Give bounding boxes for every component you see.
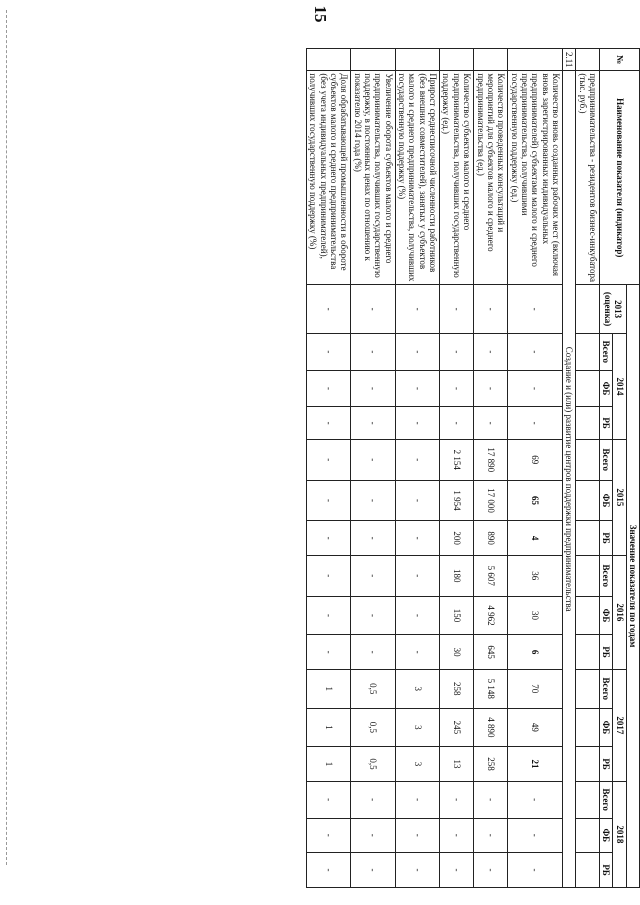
value-cell: - [307, 781, 351, 818]
value-cell: 5 607 [474, 555, 508, 596]
year-2016-header: 2016 [613, 555, 626, 669]
row-number-cell [395, 49, 439, 71]
value-cell: - [440, 853, 474, 888]
indicator-name-cell: Доля обрабатывающей промышленности в обороте субъектов малого и среднего предпринимательства (без учета индивидуальных предпринимателей), получивших государственную поддержку (%) [307, 71, 351, 285]
value-cell: 21 [508, 747, 563, 782]
fb-header: ФБ [599, 708, 612, 747]
value-cell: - [307, 370, 351, 407]
value-cell: 49 [508, 708, 563, 747]
row-number-cell [307, 49, 351, 71]
value-cell: - [351, 285, 395, 334]
row-number-cell [576, 49, 600, 71]
value-cell: - [307, 818, 351, 853]
table-row [395, 49, 439, 888]
indicators-table [306, 48, 640, 888]
value-cell: - [508, 853, 563, 888]
value-cell: - [508, 370, 563, 407]
value-cell: - [351, 521, 395, 556]
value-cell: - [351, 781, 395, 818]
table-row [474, 49, 508, 888]
rb-header: РБ [599, 521, 612, 556]
year-2013-note: (оценка) [602, 291, 613, 327]
indicator-name-cell: Увеличение оборота субъектов малого и среднего предпринимательства, получивших государственную поддержку, в постоянных ценах по отношению к показателю 2014 года (%) [351, 71, 395, 285]
value-cell: - [440, 781, 474, 818]
value-cell [576, 370, 600, 407]
year-2013-label: 2013 [613, 300, 624, 319]
value-cell: - [440, 370, 474, 407]
table-row [440, 49, 474, 888]
value-cell [576, 635, 600, 670]
value-cell: - [351, 407, 395, 440]
value-cell: 4 [508, 521, 563, 556]
value-cell: - [440, 285, 474, 334]
value-cell: - [508, 285, 563, 334]
row-number-cell [474, 49, 508, 71]
value-cell: - [307, 521, 351, 556]
value-cell: 3 [395, 669, 439, 708]
value-cell: 245 [440, 708, 474, 747]
value-cell: - [508, 407, 563, 440]
fb-header: ФБ [599, 370, 612, 407]
page-number: 15 [311, 5, 330, 23]
value-cell: 4 962 [474, 596, 508, 635]
value-cell: - [351, 818, 395, 853]
value-cell: 0,5 [351, 747, 395, 782]
value-cell: - [474, 853, 508, 888]
year-2017-header: 2017 [613, 669, 626, 781]
indicator-name-cell: Количество субъектов малого и среднего предпринимательства, получивших государственную поддержку (ед.) [440, 71, 474, 285]
value-cell: - [395, 818, 439, 853]
value-cell [576, 596, 600, 635]
value-cell: - [307, 480, 351, 521]
value-cell: - [395, 480, 439, 521]
row-number-cell [440, 49, 474, 71]
value-cell [576, 781, 600, 818]
value-cell: - [351, 635, 395, 670]
value-cell [576, 747, 600, 782]
value-cell: 0,5 [351, 708, 395, 747]
value-cell: - [395, 853, 439, 888]
table-row [351, 49, 395, 888]
value-cell: - [395, 781, 439, 818]
value-cell: - [440, 818, 474, 853]
value-cell: - [395, 285, 439, 334]
value-cell: 1 [307, 708, 351, 747]
value-cell: 3 [395, 708, 439, 747]
rb-header: РБ [599, 853, 612, 888]
value-cell: - [307, 285, 351, 334]
value-cell: - [395, 407, 439, 440]
value-cell: 36 [508, 555, 563, 596]
value-cell: 258 [440, 669, 474, 708]
value-cell: 65 [508, 480, 563, 521]
rb-header: РБ [599, 407, 612, 440]
value-cell: - [395, 596, 439, 635]
values-by-year-header: Значение показателя по годам [626, 285, 639, 888]
value-cell: - [474, 407, 508, 440]
value-cell: - [351, 596, 395, 635]
value-cell [576, 480, 600, 521]
value-cell: - [351, 334, 395, 371]
value-cell: - [307, 555, 351, 596]
value-cell: 890 [474, 521, 508, 556]
total-header: Всего [599, 781, 612, 818]
total-header: Всего [599, 555, 612, 596]
indicator-name-cell: Количество проведенных консультаций и мероприятий для субъектов малого и среднего предпринимательства (ед.) [474, 71, 508, 285]
value-cell [576, 555, 600, 596]
value-cell: - [351, 370, 395, 407]
value-cell: - [395, 635, 439, 670]
year-2015-header: 2015 [613, 439, 626, 555]
row-number-cell [351, 49, 395, 71]
value-cell: - [474, 334, 508, 371]
indicator-name-cell: Количество вновь созданных рабочих мест (включая вновь зарегистрированных индивидуальных предпринимателей) субъектами малого и среднего предпринимательства, получившими государственную поддержку (ед.) [508, 71, 563, 285]
value-cell: 0,5 [351, 669, 395, 708]
col-no-header: № [599, 49, 639, 71]
continuation-row [576, 49, 600, 888]
table-row [307, 49, 351, 888]
value-cell: - [474, 285, 508, 334]
value-cell: - [307, 407, 351, 440]
value-cell: 150 [440, 596, 474, 635]
rotated-table-container [88, 48, 640, 888]
value-cell: - [307, 439, 351, 480]
value-cell: - [307, 334, 351, 371]
value-cell: - [395, 439, 439, 480]
fb-header: ФБ [599, 596, 612, 635]
value-cell: - [508, 781, 563, 818]
value-cell: 1 [307, 669, 351, 708]
value-cell: 258 [474, 747, 508, 782]
value-cell [576, 818, 600, 853]
fb-header: ФБ [599, 480, 612, 521]
value-cell: - [307, 635, 351, 670]
value-cell: - [440, 334, 474, 371]
value-cell: - [351, 853, 395, 888]
value-cell: - [508, 334, 563, 371]
indicator-rows [307, 49, 563, 888]
scan-edge-line [6, 10, 7, 865]
value-cell: - [307, 596, 351, 635]
value-cell: 200 [440, 521, 474, 556]
value-cell: - [395, 334, 439, 371]
col-indicator-header: Наименование показателя (индикатор) [599, 71, 639, 285]
total-header: Всего [599, 669, 612, 708]
year-2013-header [599, 285, 626, 334]
value-cell: 70 [508, 669, 563, 708]
rb-header: РБ [599, 635, 612, 670]
value-cell: 5 148 [474, 669, 508, 708]
value-cell: - [474, 818, 508, 853]
value-cell: 30 [508, 596, 563, 635]
value-cell [576, 521, 600, 556]
section-title: Создание и (или) развитие центров поддержки предпринимательства [562, 71, 575, 888]
value-cell: - [395, 370, 439, 407]
value-cell [576, 669, 600, 708]
row-number-cell [508, 49, 563, 71]
year-2014-header: 2014 [613, 334, 626, 440]
table-row [508, 49, 563, 888]
value-cell: - [307, 853, 351, 888]
indicator-name-cell: Прирост среднесписочной численности работников (без внешних совместителей), занятых у субъектов малого и среднего предпринимательства, получивших государственную поддержку (%) [395, 71, 439, 285]
year-2018-header: 2018 [613, 781, 626, 887]
value-cell: - [351, 480, 395, 521]
value-cell: 6 [508, 635, 563, 670]
value-cell [576, 334, 600, 371]
value-cell: 180 [440, 555, 474, 596]
value-cell: 3 [395, 747, 439, 782]
value-cell: 17 000 [474, 480, 508, 521]
total-header: Всего [599, 439, 612, 480]
value-cell: 4 890 [474, 708, 508, 747]
value-cell: 2 154 [440, 439, 474, 480]
value-cell: 30 [440, 635, 474, 670]
value-cell [576, 853, 600, 888]
value-cell: - [395, 521, 439, 556]
value-cell: 645 [474, 635, 508, 670]
section-row [562, 49, 575, 888]
continuation-name-cell: предпринимательства - резидентов бизнес-инкубатора (тыс. руб.) [576, 71, 600, 285]
value-cell: - [395, 555, 439, 596]
value-cell: - [508, 818, 563, 853]
value-cell: 1 954 [440, 480, 474, 521]
value-cell [576, 439, 600, 480]
value-cell: - [440, 407, 474, 440]
value-cell: 13 [440, 747, 474, 782]
section-number: 2.11 [562, 49, 575, 71]
value-cell: 69 [508, 439, 563, 480]
value-cell [576, 407, 600, 440]
rb-header: РБ [599, 747, 612, 782]
value-cell: 17 890 [474, 439, 508, 480]
value-cell: 1 [307, 747, 351, 782]
value-cell [576, 708, 600, 747]
value-cell: - [474, 370, 508, 407]
fb-header: ФБ [599, 818, 612, 853]
header-row-1 [626, 49, 639, 888]
total-header: Всего [599, 334, 612, 371]
value-cell: - [351, 439, 395, 480]
value-cell [576, 285, 600, 334]
value-cell: - [351, 555, 395, 596]
value-cell: - [474, 781, 508, 818]
rotated-table-wrapper [88, 48, 640, 888]
